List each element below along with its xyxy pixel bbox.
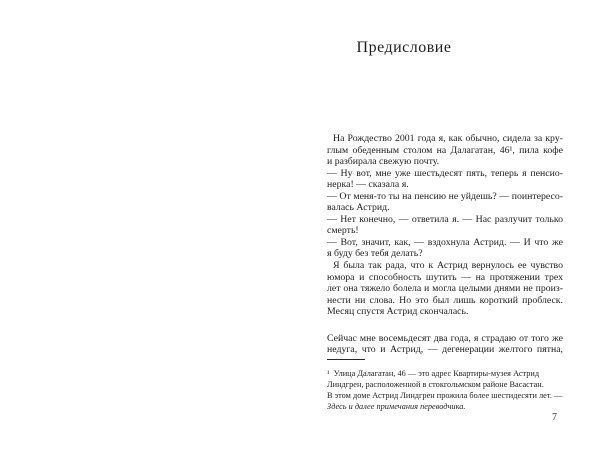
footnote-line: ¹ Улица Далагатан, 46 — это адрес Квартиры-музея Астрид xyxy=(327,369,540,378)
body-line: Я была так рада, что к Астрид вернулось ее чувство xyxy=(333,260,563,272)
footnote-line: Линдгрен, расположенной в стокгольмском районе Васастан. xyxy=(327,380,544,389)
body-line: нерка! — сказала я. xyxy=(327,179,409,191)
footnote-line: В этом доме Астрид Линдгрен прожила более шестидесяти лет. — xyxy=(327,391,563,400)
body-text xyxy=(327,133,563,356)
footnote xyxy=(327,368,577,412)
paragraph xyxy=(327,333,563,356)
paragraph xyxy=(327,237,563,260)
paragraph xyxy=(327,260,563,318)
body-line: На Рождество 2001 года я, как обычно, сидела за кру- xyxy=(333,133,563,144)
body-line: глым обеденным столом на Далагатан, 46¹, пила кофе xyxy=(327,144,563,156)
body-line: — Вот, значит, как, — вздохнула Астрид. — И что же xyxy=(327,236,563,248)
body-line: нести ни слова. Но это был лишь короткий проблеск. xyxy=(327,294,563,306)
page-number: 7 xyxy=(552,412,557,423)
body-line: Месяц спустя Астрид скончалась. xyxy=(327,306,469,318)
body-line: валась Астрид. xyxy=(327,202,390,214)
body-line: лет она тяжело болела и могла целыми днями не произ- xyxy=(327,283,563,295)
body-line: — Нет конечно, — ответила я. — Нас разлучит только xyxy=(327,213,563,225)
body-line: недуга, что и Астрид, — дегенерации желтого пятна, xyxy=(327,344,563,356)
footnote-divider xyxy=(327,359,365,360)
body-line: юмора и способность шутить — на протяжении трех xyxy=(327,271,563,283)
body-line: и разбирала свежую почту. xyxy=(327,156,440,168)
chapter-title: Предисловие xyxy=(356,39,452,56)
body-line: — От меня-то ты на пенсию не уйдешь? — поинтересо- xyxy=(327,190,563,202)
body-line: — Ну вот, мне уже шестьдесят пять, теперь я пенсио- xyxy=(327,167,563,179)
paragraph xyxy=(327,214,563,237)
body-line: смерть! xyxy=(327,225,359,237)
paragraph xyxy=(327,191,563,214)
body-line: Сейчас мне восемьдесят два года, я страдаю от того же xyxy=(327,332,563,344)
paragraph xyxy=(327,168,563,191)
body-line: я буду без тебя делать? xyxy=(327,248,423,260)
footnote-line: Здесь и далее примечания переводчика. xyxy=(327,402,466,411)
paragraph xyxy=(327,133,563,168)
